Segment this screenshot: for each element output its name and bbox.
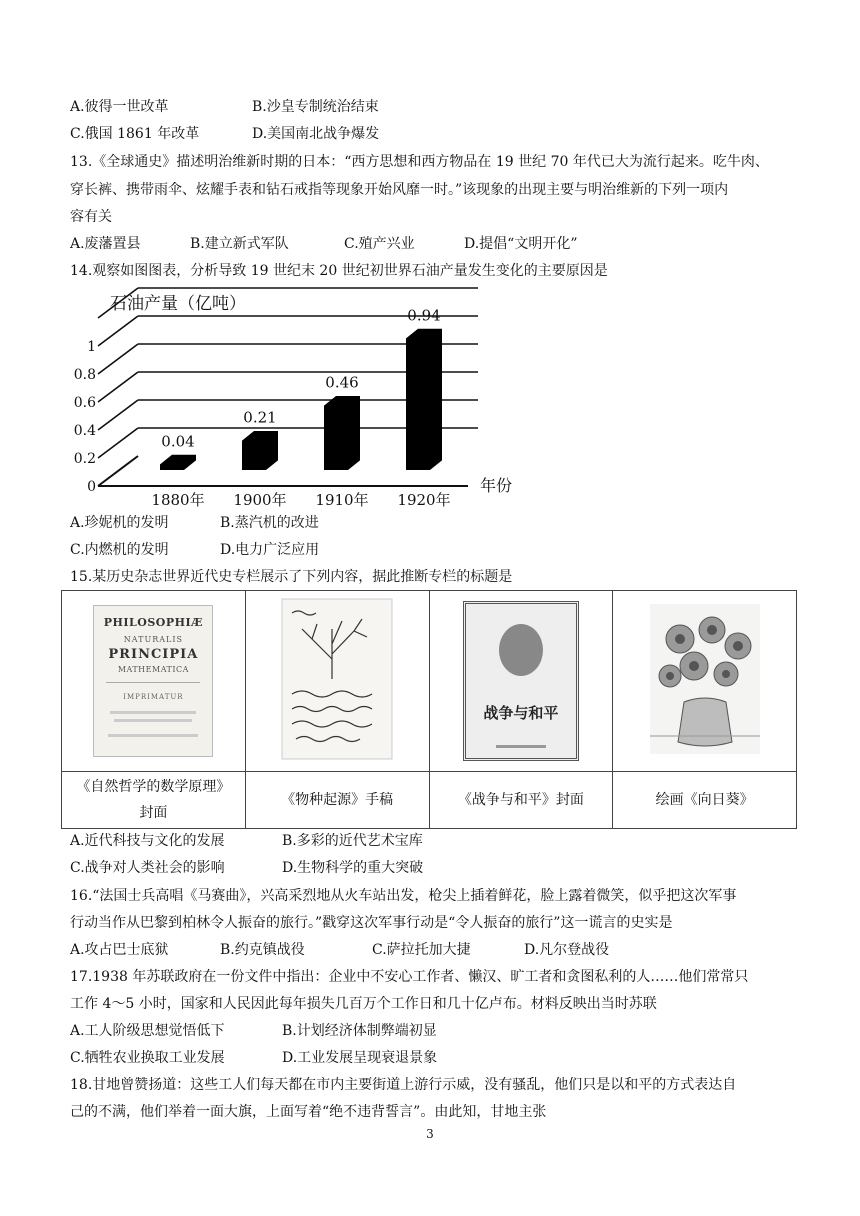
caption-principia-line-1: 《自然哲学的数学原理》 [76,779,231,795]
q13-stem-line-1: 13.《全球通史》描述明治维新时期的日本：“西方思想和西方物品在 19 世纪 70 年代已大为流行起来。吃牛肉、 [70,154,769,170]
chart-gridline-slant [98,372,138,402]
q17-option-a: A.工人阶级思想觉悟低下 [70,1023,225,1039]
q13-option-c: C.殖产兴业 [344,236,415,252]
sunflowers-painting-image [650,604,760,754]
q17-option-c: C.牺牲农业换取工业发展 [70,1050,225,1066]
bar-data-label: 0.46 [325,373,359,392]
chart-bar [406,329,442,470]
q15-option-d: D.生物科学的重大突破 [282,860,424,876]
x-tick-label: 1910年 [315,491,369,509]
q14-option-c: C.内燃机的发明 [70,542,169,558]
chart-gridline-slant [98,344,138,374]
chart-bar [242,431,278,470]
q13-option-d: D.提倡“文明开化” [464,236,578,252]
origin-of-species-manuscript-image [282,599,392,759]
q16-option-d: D.凡尔登战役 [524,942,610,958]
caption-principia [62,772,246,829]
q12-option-b: B.沙皇专制统治结束 [252,99,379,115]
war-and-peace-title: 战争与和平 [483,704,559,722]
bar-data-label: 0.21 [243,408,277,427]
chart-title: 石油产量（亿吨） [110,294,246,314]
sunflowers-cell [613,591,797,772]
q18-stem-line-2: 己的不满，他们举着一面大旗，上面写着“绝不违背誓言”。由此知，甘地主张 [70,1104,547,1120]
q14-stem: 14.观察如图图表，分析导致 19 世纪末 20 世纪初世界石油产量发生变化的主要原因是 [70,263,608,279]
q17-stem-line-1: 17.1938 年苏联政府在一份文件中指出：企业中不安心工作者、懒汉、旷工者和贪图私利的人……他们常常只 [70,969,749,985]
y-tick-label: 0.8 [73,367,96,383]
x-tick-label: 1880年 [151,491,205,509]
y-tick-label: 0.2 [73,451,96,467]
q12-option-a: A.彼得一世改革 [70,99,169,115]
portrait-image [499,624,543,676]
q12-option-c: C.俄国 1861 年改革 [70,126,200,142]
chart-gridline-slant [98,400,138,430]
publisher-text-block [496,745,546,748]
q15-option-a: A.近代科技与文化的发展 [70,833,225,849]
q15-stem: 15.某历史杂志世界近代史专栏展示了下列内容，据此推断专栏的标题是 [70,569,513,585]
caption-origin-of-species: 《物种起源》手稿 [245,772,429,829]
y-tick-label: 0.6 [73,395,96,411]
bar-data-label: 0.94 [407,306,441,325]
q16-stem-line-1: 16.“法国士兵高唱《马赛曲》，兴高采烈地从火车站出发，枪尖上插着鲜花，脸上露着微笑，似乎把这次军事 [70,888,737,904]
q15-option-b: B.多彩的近代艺术宝库 [282,833,423,849]
q15-image-table [61,590,797,829]
q13-option-b: B.建立新式军队 [190,236,289,252]
chart-floor-slant [98,456,138,486]
origin-species-cell [245,591,429,772]
q13-stem-line-3: 容有关 [70,209,112,225]
principia-text-block [108,734,198,737]
q13-option-a: A.废藩置县 [70,236,141,252]
x-tick-label: 1920年 [397,491,451,509]
caption-principia-line-2: 封面 [139,805,168,821]
x-axis-label: 年份 [479,476,513,495]
principia-cover-image [93,605,213,757]
q15-option-c: C.战争对人类社会的影响 [70,860,225,876]
principia-text-block [110,711,196,714]
q14-option-b: B.蒸汽机的改进 [220,515,319,531]
page-number: 3 [426,1127,434,1141]
q12-option-d: D.美国南北战争爆发 [252,126,380,142]
chart-bar [324,396,360,470]
caption-sunflowers: 绘画《向日葵》 [613,772,797,829]
q17-stem-line-2: 工作 4～5 小时，国家和人民因此每年损失几百万个工作日和几十亿卢布。材料反映出当时苏联 [70,996,657,1012]
x-tick-label: 1900年 [233,491,287,509]
q16-option-a: A.攻占巴士底狱 [70,942,169,958]
principia-rule [106,682,200,693]
principia-line-4: MATHEMATICA [117,665,189,674]
war-and-peace-cover-image [463,601,579,761]
q14-option-d: D.电力广泛应用 [220,542,320,558]
caption-war-and-peace: 《战争与和平》封面 [429,772,613,829]
q17-option-d: D.工业发展呈现衰退景象 [282,1050,438,1066]
principia-line-1: PHILOSOPHIÆ [103,616,204,629]
principia-imprimatur: IMPRIMATUR [123,693,184,701]
q14-option-a: A.珍妮机的发明 [70,515,169,531]
q16-option-b: B.约克镇战役 [220,942,305,958]
chart-bar [160,455,196,470]
principia-line-2: NATURALIS [123,635,183,644]
y-tick-label: 1 [87,339,96,355]
principia-line-3: PRINCIPIA [108,647,199,662]
q13-stem-line-2: 穿长裤、携带雨伞、炫耀手表和钻石戒指等现象开始风靡一时。”该现象的出现主要与明治维新的下列一项内 [70,182,729,198]
principia-text-block [114,719,192,722]
y-tick-label: 0.4 [73,423,96,439]
war-and-peace-cell [429,591,613,772]
bar-data-label: 0.04 [161,432,195,451]
chart-gridline-slant [98,428,138,458]
oil-production-chart [73,285,513,509]
y-tick-label: 0 [87,479,96,495]
q17-option-b: B.计划经济体制弊端初显 [282,1023,437,1039]
chart-gridline-slant [98,316,138,346]
q16-option-c: C.萨拉托加大捷 [372,942,471,958]
q18-stem-line-1: 18.甘地曾赞扬道：这些工人们每天都在市内主要街道上游行示威，没有骚乱，他们只是以和平的方式表达自 [70,1077,737,1093]
principia-cell [62,591,246,772]
q16-stem-line-2: 行动当作从巴黎到柏林令人振奋的旅行。”戳穿这次军事行动是“令人振奋的旅行”这一谎言的史实是 [70,915,673,931]
